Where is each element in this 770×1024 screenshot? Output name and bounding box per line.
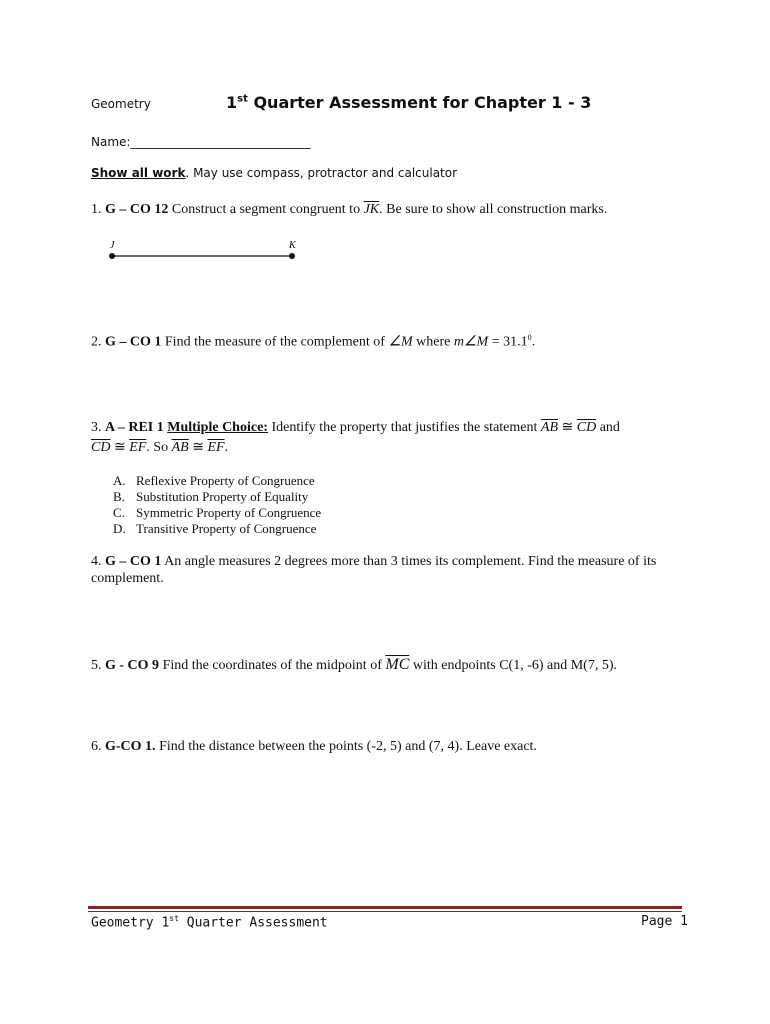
q2-angle: ∠M — [388, 334, 413, 350]
q5-number: 5. — [91, 658, 105, 673]
q4-standard: G – CO 1 — [105, 554, 162, 569]
name-field[interactable]: Name:______________________________ — [91, 135, 311, 149]
choice-c-letter: C. — [113, 505, 125, 520]
q2-degree: 0 — [527, 333, 532, 342]
choice-b-text: Substitution Property of Equality — [136, 489, 309, 504]
q3-and: and — [596, 420, 620, 435]
choice-b[interactable] — [113, 489, 308, 505]
q2-number: 2. — [91, 334, 105, 350]
choice-c-text: Symmetric Property of Congruence — [136, 505, 322, 520]
footer-rule-thin — [88, 911, 682, 912]
segment-jk-diagram — [100, 236, 310, 266]
q5-text: Find the coordinates of the midpoint of — [159, 658, 386, 673]
choice-a-text: Reflexive Property of Congruence — [136, 473, 315, 488]
q3-so: . So — [146, 440, 172, 455]
q5-standard: G - CO 9 — [105, 658, 160, 673]
q3-seg-ef-2: $\overline{EF}$ — [207, 440, 225, 455]
title-text: Quarter Assessment for Chapter 1 - 3 — [247, 93, 592, 112]
footer-title-b: Quarter Assessment — [178, 915, 328, 931]
question-1 — [91, 202, 607, 218]
q6-standard: G-CO 1. — [105, 739, 156, 754]
instructions-bold: Show all work — [91, 166, 186, 180]
page-title — [226, 93, 591, 112]
q3-seg-cd: $\overline{CD}$ — [576, 420, 597, 435]
footer-title-sup: st — [169, 914, 179, 923]
q3-standard: A – REI 1 — [105, 420, 164, 435]
q3-text: Identify the property that justifies the statement — [267, 420, 541, 435]
q3-seg-ab: $\overline{AB}$ — [540, 420, 558, 435]
point-j — [109, 253, 115, 259]
question-2 — [91, 333, 535, 351]
question-4 — [91, 554, 656, 570]
q3-period: . — [224, 440, 229, 455]
footer-title — [91, 914, 328, 930]
q3-congruent-3: ≅ — [188, 440, 208, 455]
q1-number: 1. — [91, 202, 105, 217]
choice-d-letter: D. — [113, 521, 126, 536]
point-k — [289, 253, 295, 259]
q6-text: Find the distance between the points (-2, 5) and (7, 4). Leave exact. — [155, 739, 537, 754]
q2-expression: m∠M — [453, 334, 489, 350]
q2-standard: G – CO 1 — [105, 334, 162, 350]
choice-a-letter: A. — [113, 473, 126, 488]
question-3-line-2 — [91, 439, 228, 456]
q3-seg-cd-2: $\overline{CD}$ — [91, 440, 111, 455]
instructions — [91, 166, 457, 180]
q3-multiple-choice: Multiple Choice: — [167, 420, 268, 435]
footer-title-a: Geometry 1 — [91, 915, 170, 931]
q3-number: 3. — [91, 420, 105, 435]
q4-text: An angle measures 2 degrees more than 3 times its complement. Find the measure of its — [161, 554, 657, 569]
subject-label: Geometry — [91, 97, 151, 111]
q6-number: 6. — [91, 739, 105, 754]
q1-text-end: . Be sure to show all construction marks. — [379, 202, 608, 217]
question-5 — [91, 656, 617, 674]
title-number: 1 — [226, 93, 238, 112]
q3-congruent-2: ≅ — [110, 440, 130, 455]
footer-rule-thick — [88, 906, 682, 909]
q1-segment: $\overline{JK}$ — [363, 202, 380, 217]
choice-b-letter: B. — [113, 489, 125, 504]
page-number: Page 1 — [641, 914, 688, 929]
q4-number: 4. — [91, 554, 105, 569]
instructions-rest: . May use compass, protractor and calculator — [185, 166, 458, 180]
q3-congruent: ≅ — [558, 420, 577, 435]
q2-where: where — [412, 334, 454, 350]
q2-period: . — [531, 334, 536, 350]
question-4-line-2: complement. — [91, 571, 164, 586]
q3-seg-ab-2: $\overline{AB}$ — [171, 440, 189, 455]
question-3 — [91, 419, 620, 436]
q2-value: = 31.1 — [488, 334, 528, 350]
q1-standard: G – CO 12 — [105, 202, 169, 217]
title-superscript: st — [237, 93, 248, 105]
question-6 — [91, 739, 537, 755]
q5-segment: $\overline{MC}$ — [385, 656, 410, 673]
choice-d-text: Transitive Property of Congruence — [136, 521, 317, 536]
choice-a[interactable] — [113, 473, 315, 489]
q5-text-end: with endpoints C(1, -6) and M(7, 5). — [409, 658, 618, 673]
label-j: J — [110, 240, 115, 251]
choice-c[interactable] — [113, 505, 321, 521]
choice-d[interactable] — [113, 521, 316, 537]
label-k: K — [289, 240, 296, 251]
q1-text: Construct a segment congruent to — [168, 202, 364, 217]
q2-text: Find the measure of the complement of — [161, 334, 389, 350]
q3-seg-ef: $\overline{EF}$ — [129, 440, 147, 455]
